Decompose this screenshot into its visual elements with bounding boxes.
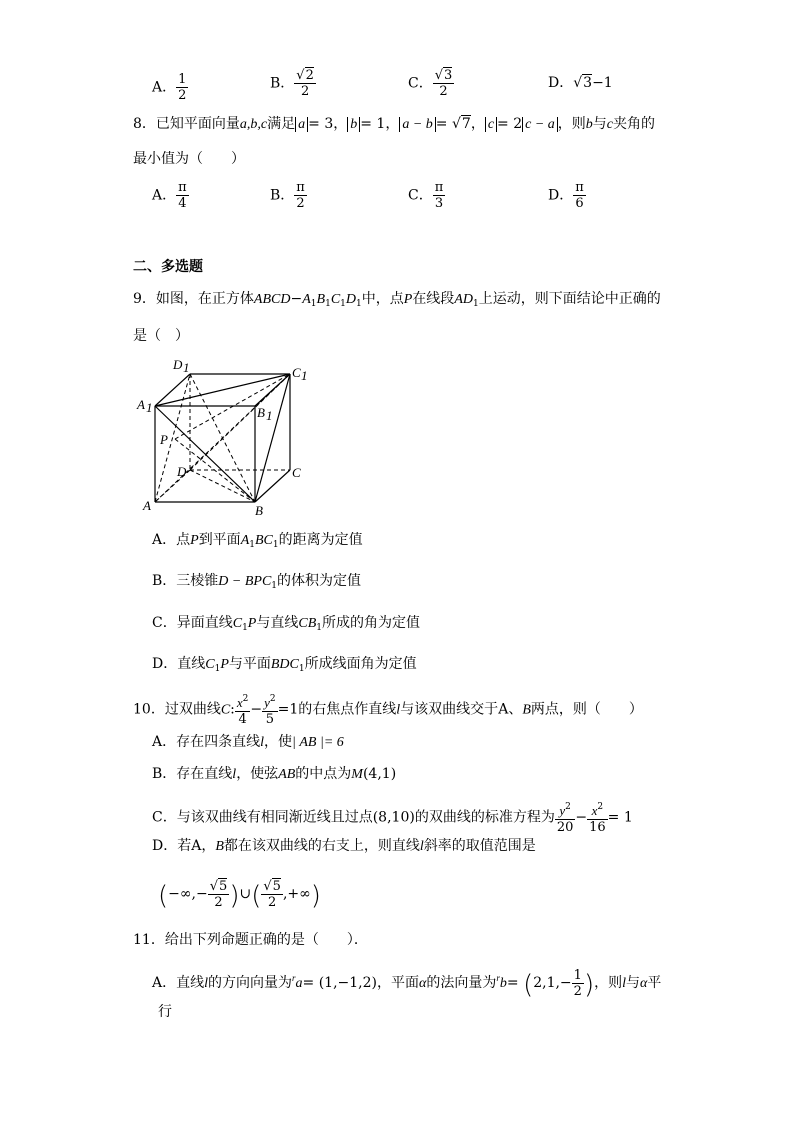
label-d: D	[177, 464, 187, 479]
q9-option-a: A．点P到平面$A_1BC_1$的距离为定值	[152, 532, 363, 550]
q7-option-a: A． $\frac{1}{2}$	[152, 72, 187, 103]
cube-figure	[135, 355, 315, 520]
q8-option-a: A． $\frac{\pi}{4}$	[152, 180, 187, 211]
q7-option-b: B． $\frac{√2}{2}$	[270, 68, 314, 99]
q10-option-a: A．存在四条直线l，使| AB |= 6	[152, 734, 344, 750]
q7-option-c: C． $\frac{√3}{2}$	[408, 68, 453, 99]
q8-line2: 最小值为（ ）	[133, 151, 245, 167]
q11-option-a: A．直线l的方向向量为$^r$a= (1,−1,2)，平面α的法向量为$^r$b= (2,1,− $\frac{1}{2}$ )，则l与α平	[152, 967, 662, 1000]
label-a1: A	[137, 397, 145, 412]
q8-option-d: D． $\frac{\pi}{6}$	[548, 180, 584, 211]
label-b1: B	[257, 405, 265, 420]
q10-option-b: B．存在直线l，使弦AB的中点为M(4,1)	[152, 766, 397, 782]
q9-line1: 9．如图，在正方体$ABCD-A_1B_1C_1D_1$中，点P在线段$AD_1$上运动，则下面结论中正确的	[133, 291, 661, 309]
q8-line1: 8．已知平面向量a,b,c满足 a = 3， b = 1， a − b = √7， c = 2 c − a ，则b与c夹角的	[133, 116, 656, 132]
q11-option-a-continued: 行	[158, 1004, 172, 1020]
q10-option-c: C．与该双曲线有相同渐近线且过点(8,10)的双曲线的标准方程为 $\frac{y^2}{20}$ − $\frac{x^2}{16}$ = 1	[152, 802, 633, 835]
q9-option-b: B．三棱锥$D - BPC_1$的体积为定值	[152, 573, 362, 591]
label-a1-sub: 1	[146, 400, 153, 415]
label-b: B	[255, 503, 263, 518]
q7-option-d: D．√3−1	[548, 75, 613, 91]
label-d1-sub: 1	[183, 360, 190, 375]
label-d1: D	[173, 357, 183, 372]
q10-line1: 10．过双曲线C: $\frac{x^2}{4}$ − $\frac{y^2}{5}$ =1的右焦点作直线l与该双曲线交于A、B两点，则（ ）	[133, 694, 643, 727]
q11-line1: 11．给出下列命题正确的是（ ）．	[133, 932, 368, 948]
q10-option-d: D．若A，B都在该双曲线的右支上，则直线l斜率的取值范围是	[152, 838, 536, 854]
q9-line2: 是（ ）	[133, 328, 189, 344]
q9-option-d: D．直线$C_1P$与平面$BDC_1$所成线面角为定值	[152, 656, 417, 674]
label-b1-sub: 1	[266, 408, 273, 423]
label-c: C	[292, 465, 301, 480]
label-c1-sub: 1	[301, 368, 308, 383]
label-p: P	[160, 432, 168, 447]
q8-option-c: C． $\frac{\pi}{3}$	[408, 180, 444, 211]
label-c1: C	[292, 365, 301, 380]
section-heading-multi-choice: 二、多选题	[133, 259, 203, 275]
q8-option-b: B． $\frac{\pi}{2}$	[270, 180, 305, 211]
label-a: A	[143, 498, 151, 513]
q9-option-c: C．异面直线$C_1P$与直线$CB_1$所成的角为定值	[152, 615, 420, 633]
q10-range: (−∞,− $\frac{√5}{2}$ )∪( $\frac{√5}{2}$ ,+∞)	[158, 878, 321, 911]
